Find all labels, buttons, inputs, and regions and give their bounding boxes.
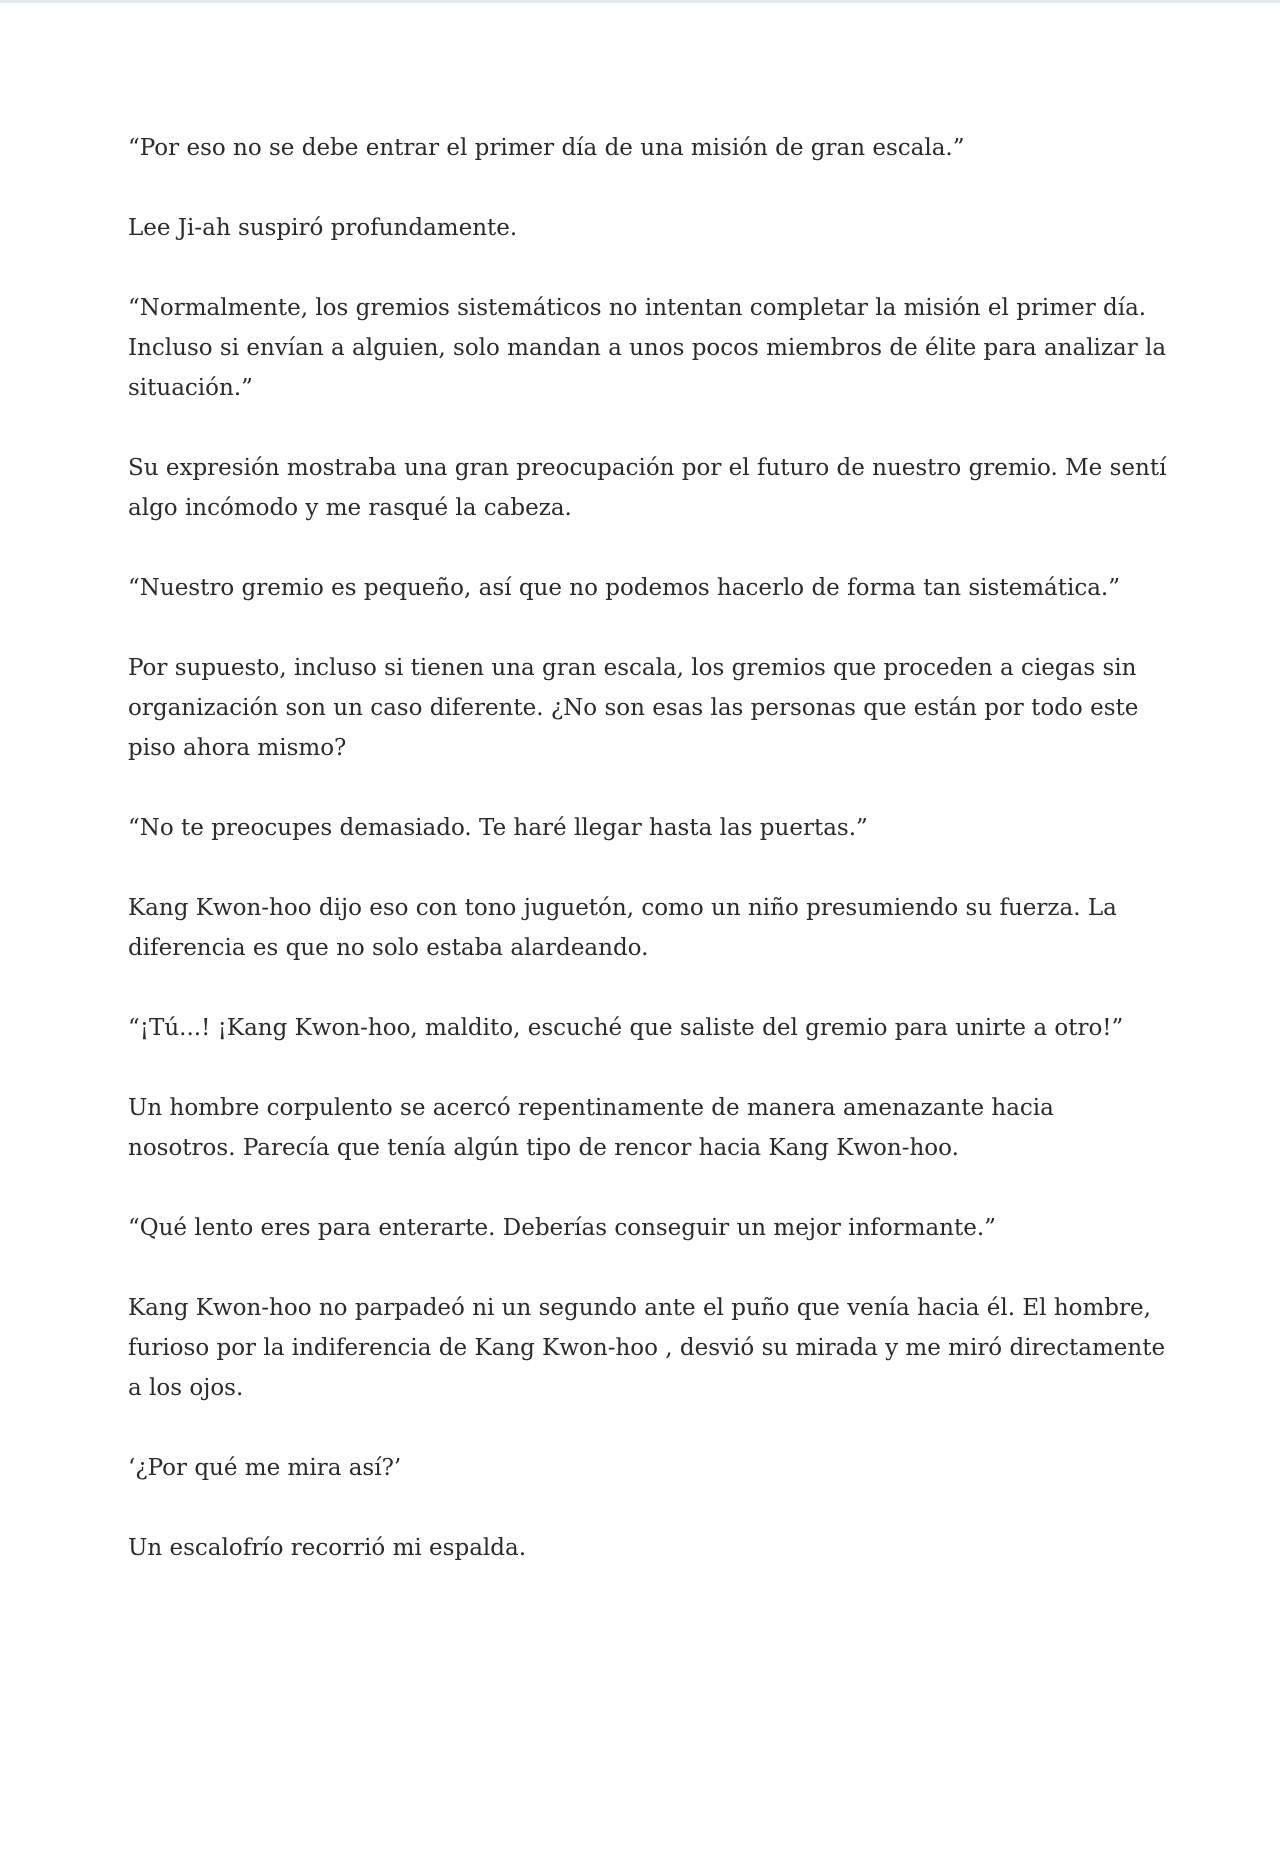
document-body xyxy=(128,128,1168,1608)
paragraph: “Nuestro gremio es pequeño, así que no podemos hacerlo de forma tan sistemática.” xyxy=(128,575,1120,601)
paragraph: “Normalmente, los gremios sistemáticos no intentan completar la misión el primer día. Incluso si envían a alguien, solo mandan a unos pocos miembros de élite para analizar la situación.” xyxy=(128,295,1167,401)
paragraph: Un hombre corpulento se acercó repentinamente de manera amenazante hacia nosotros. Parecía que tenía algún tipo de rencor hacia Kang Kwon-hoo. xyxy=(128,1095,1054,1161)
paragraph: “¡Tú...! ¡Kang Kwon-hoo, maldito, escuché que saliste del gremio para unirte a otro!” xyxy=(128,1015,1124,1041)
paragraph: ‘¿Por qué me mira así?’ xyxy=(128,1455,402,1481)
paragraph: “Qué lento eres para enterarte. Deberías conseguir un mejor informante.” xyxy=(128,1215,996,1241)
paragraph: Un escalofrío recorrió mi espalda. xyxy=(128,1535,527,1561)
paragraph: “No te preocupes demasiado. Te haré llegar hasta las puertas.” xyxy=(128,815,868,841)
top-divider xyxy=(0,0,1280,3)
paragraph: “Por eso no se debe entrar el primer día de una misión de gran escala.” xyxy=(128,135,965,161)
paragraph: Lee Ji-ah suspiró profundamente. xyxy=(128,215,518,241)
paragraph: Por supuesto, incluso si tienen una gran escala, los gremios que proceden a ciegas sin organización son un caso diferente. ¿No son esas las personas que están por todo este piso ahora mismo? xyxy=(128,655,1139,761)
paragraph: Kang Kwon-hoo dijo eso con tono juguetón, como un niño presumiendo su fuerza. La diferencia es que no solo estaba alardeando. xyxy=(128,895,1117,961)
paragraph: Su expresión mostraba una gran preocupación por el futuro de nuestro gremio. Me sentí algo incómodo y me rasqué la cabeza. xyxy=(128,455,1167,521)
paragraph: Kang Kwon-hoo no parpadeó ni un segundo ante el puño que venía hacia él. El hombre, furioso por la indiferencia de Kang Kwon-hoo , desvió su mirada y me miró directamente a los ojos. xyxy=(128,1295,1166,1401)
